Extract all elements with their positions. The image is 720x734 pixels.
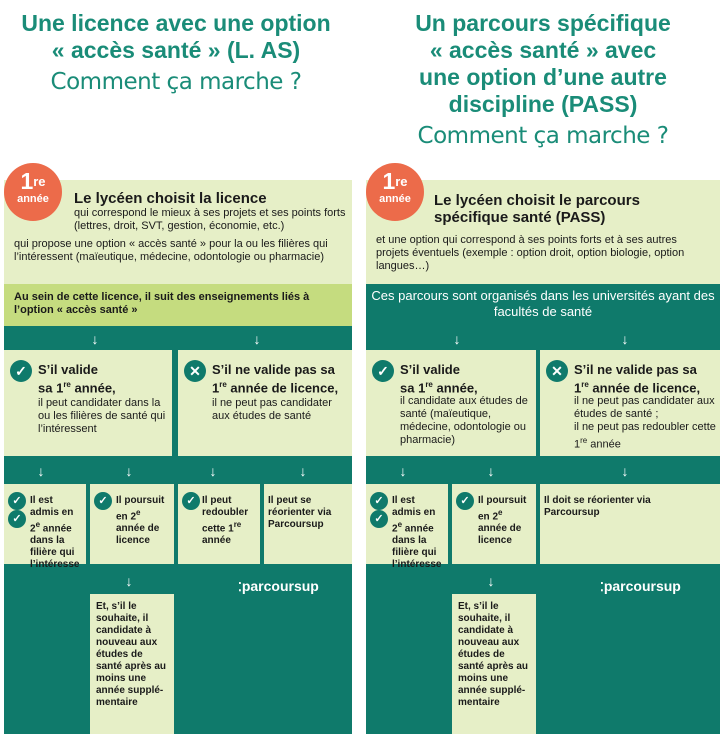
valid-h2-sup: re xyxy=(63,380,71,389)
it2-end: année xyxy=(587,438,621,451)
lass-title xyxy=(0,10,352,96)
logo-text: parcoursup xyxy=(603,578,681,594)
badge-label: année xyxy=(379,193,411,205)
intro-content xyxy=(434,192,714,226)
it2-sup: re xyxy=(580,436,588,446)
intro-heading: Le lycéen choisit la licence xyxy=(74,190,267,207)
o1-end: année dans la filière qui l’intéresse xyxy=(392,523,442,571)
o1-end: année dans la filière qui l’intéresse xyxy=(30,523,80,571)
intro-text: qui correspond le mieux à ses projets et ses points forts (lettres, droit, SVT, gestion, économie, etc.) xyxy=(74,207,346,232)
arrow-down-icon: ↓ xyxy=(209,463,217,479)
valid-heading-2 xyxy=(400,377,534,395)
invalid-text-2 xyxy=(574,421,718,452)
invalid-heading-2 xyxy=(574,377,718,395)
subtitle: Comment ça marche ? xyxy=(417,123,669,149)
arrow-down-icon: ↓ xyxy=(253,331,261,347)
o1-sup: e xyxy=(35,520,41,529)
subtitle: Comment ça marche ? xyxy=(50,69,302,95)
title-line: « accès santé » (L. AS) xyxy=(51,37,301,63)
check-circle-icon: ✓ xyxy=(94,492,112,510)
outcome-reorient: Il peut se réorienter via Parcoursup xyxy=(268,495,332,530)
outcome-continue xyxy=(116,495,172,547)
valid-heading-2 xyxy=(38,377,170,395)
valid-heading: S’il valide xyxy=(38,362,98,377)
badge-number: 1 xyxy=(382,168,396,194)
valid-text: il peut candidater dans la ou les filières de santé qui l’intéressent xyxy=(38,397,166,436)
intro-content xyxy=(74,190,346,233)
arrow-down-icon: ↓ xyxy=(125,573,133,589)
outcome-admitted xyxy=(392,495,446,571)
arrow-down-icon: ↓ xyxy=(487,463,495,479)
check-circle-icon: ✓ xyxy=(456,492,474,510)
invalid-heading-2 xyxy=(212,377,350,395)
title-line: une option d’une autre xyxy=(419,64,667,90)
valid-heading: S’il valide xyxy=(400,362,460,377)
arrow-down-icon: ↓ xyxy=(125,463,133,479)
o1: Il est admis en 2 xyxy=(392,495,436,535)
o2-end: année de licence xyxy=(116,523,160,547)
check-circle-icon: ✓ xyxy=(372,360,394,382)
o2-sup: e xyxy=(136,508,141,517)
arrow-down-icon: ↓ xyxy=(453,331,461,347)
badge-sup: re xyxy=(33,174,46,189)
invalid-h2-end: année de licence, xyxy=(226,380,339,396)
arrow-down-icon: ↓ xyxy=(37,463,45,479)
final-text: Et, s’il le souhaite, il candidate à nouveau aux études de santé après au moins une année supplé-mentaire xyxy=(96,601,167,708)
o2-sup: e xyxy=(498,508,503,517)
invalid-h2-end: année de licence, xyxy=(588,380,701,396)
o1-sup: e xyxy=(397,520,403,529)
intro-text-2: qui propose une option « accès santé » pour la ou les filières qui l’intéressent (maïeutique, médecine, odontologie ou pharmacie) xyxy=(14,238,328,263)
outcome-continue xyxy=(478,495,534,547)
logo-mark-icon: ⁚ xyxy=(238,580,242,594)
o2: Il poursuit en 2 xyxy=(116,495,165,523)
invalid-heading: S’il ne valide pas sa xyxy=(574,362,697,377)
invalid-text: il ne peut pas candidater aux études de santé xyxy=(212,397,332,423)
title-line: Une licence avec une option xyxy=(21,10,331,36)
check-circle-icon: ✓ xyxy=(182,492,200,510)
outcome-reorient: Il doit se réorienter via Parcoursup xyxy=(544,495,651,518)
badge-number: 1 xyxy=(20,168,34,194)
o3: Il peut redoubler cette 1 xyxy=(202,495,249,535)
pass-title xyxy=(366,10,720,150)
invalid-text: il ne peut pas candidater aux études de santé ; xyxy=(574,395,715,421)
valid-h2-sup: re xyxy=(425,380,433,389)
valid-h2: sa 1 xyxy=(38,380,64,396)
final-text: Et, s’il le souhaite, il candidate à nouveau aux études de santé après au moins une année supplé-mentaire xyxy=(458,601,529,708)
valid-h2: sa 1 xyxy=(400,380,426,396)
o3-sup: re xyxy=(233,520,242,529)
arrow-down-icon: ↓ xyxy=(299,463,307,479)
invalid-h2-sup: re xyxy=(219,380,227,389)
outcome-admitted xyxy=(30,495,84,571)
intro-heading: Le lycéen choisit le parcours spécifique santé (PASS) xyxy=(434,192,640,226)
arrow-down-icon: ↓ xyxy=(621,463,629,479)
invalid-heading: S’il ne valide pas sa xyxy=(212,362,335,377)
badge-label: année xyxy=(17,193,49,205)
outcome-repeat xyxy=(202,495,258,547)
band-text: Ces parcours sont organisés dans les universités ayant des facultés de santé xyxy=(371,288,715,319)
o3-end: année xyxy=(202,535,231,547)
year-badge xyxy=(4,163,62,221)
parcoursup-logo xyxy=(238,578,319,594)
badge-sup: re xyxy=(395,174,408,189)
year-badge xyxy=(366,163,424,221)
valid-content xyxy=(400,362,534,447)
o1: Il est admis en 2 xyxy=(30,495,74,535)
title-line: discipline (PASS) xyxy=(448,91,638,117)
cross-circle-icon: ✕ xyxy=(184,360,206,382)
valid-text: il candidate aux études de santé (maïeutique, médecine, odontologie ou pharmacie) xyxy=(400,395,528,447)
arrow-down-icon: ↓ xyxy=(91,331,99,347)
title-line: Un parcours spécifique xyxy=(415,10,671,36)
logo-text: parcoursup xyxy=(241,578,319,594)
o2: Il poursuit en 2 xyxy=(478,495,527,523)
band-text: Au sein de cette licence, il suit des enseignements liés à l’option « accès santé » xyxy=(14,291,310,316)
title-line: « accès santé » avec xyxy=(429,37,657,63)
invalid-h2: 1 xyxy=(574,380,582,396)
check-circle-icon: ✓ xyxy=(8,492,26,510)
arrow-down-icon: ↓ xyxy=(621,331,629,347)
parcoursup-logo xyxy=(600,578,681,594)
check-circle-icon: ✓ xyxy=(8,510,26,528)
valid-h2-end: année, xyxy=(70,380,116,396)
arrow-down-icon: ↓ xyxy=(399,463,407,479)
cross-circle-icon: ✕ xyxy=(546,360,568,382)
logo-mark-icon: ⁚ xyxy=(600,580,604,594)
invalid-h2-sup: re xyxy=(581,380,589,389)
it2: il ne peut pas redoubler cette 1 xyxy=(574,421,716,451)
arrow-down-icon: ↓ xyxy=(487,573,495,589)
check-circle-icon: ✓ xyxy=(370,492,388,510)
intro-text: et une option qui correspond à ses points forts et à ses autres projets éventuels (exemple : option droit, option biologie, option langues…) xyxy=(376,234,685,272)
o2-end: année de licence xyxy=(478,523,522,547)
invalid-content xyxy=(574,362,718,452)
check-circle-icon: ✓ xyxy=(370,510,388,528)
invalid-h2: 1 xyxy=(212,380,220,396)
valid-h2-end: année, xyxy=(432,380,478,396)
invalid-content xyxy=(212,362,350,423)
check-circle-icon: ✓ xyxy=(10,360,32,382)
valid-content xyxy=(38,362,170,436)
